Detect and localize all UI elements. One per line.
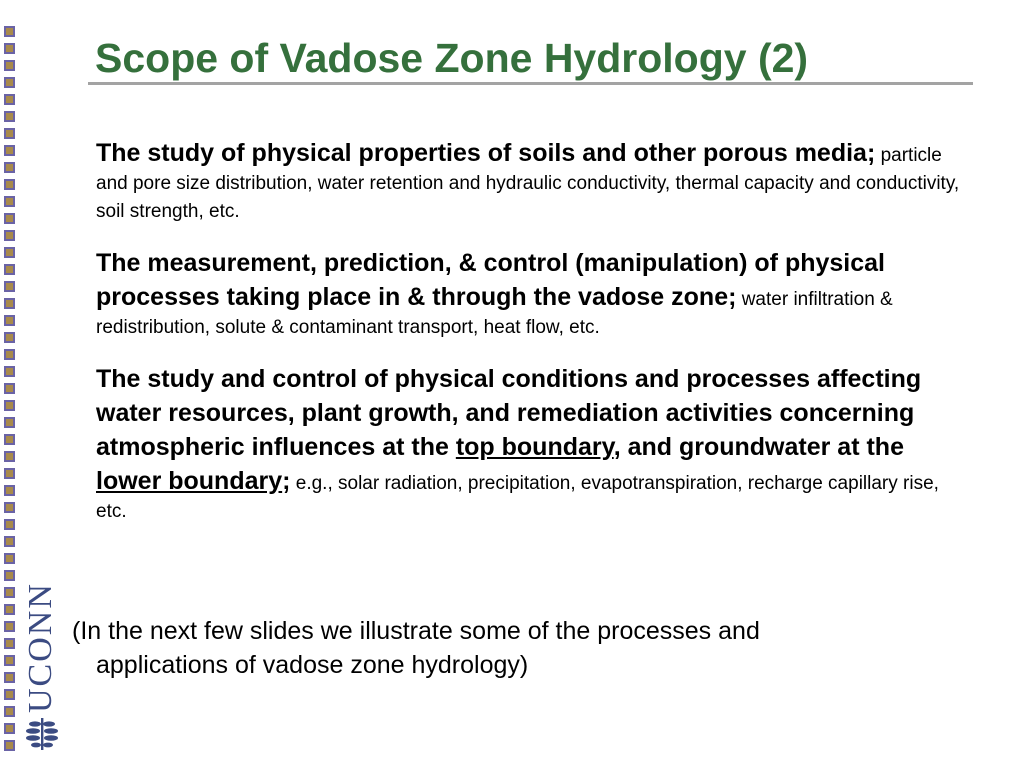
paragraph-physical-properties <box>96 136 966 226</box>
strip-square <box>4 434 15 445</box>
strip-square <box>4 128 15 139</box>
strip-square <box>4 587 15 598</box>
strip-square <box>4 43 15 54</box>
strip-square <box>4 672 15 683</box>
paragraph-physical-processes <box>96 246 966 342</box>
paragraph-lead: The measurement, prediction, & control (manipulation) of physical processes taking place in & through the vadose zone; <box>96 249 885 311</box>
paragraph-detail: particle and pore size distribution, water retention and hydraulic conductivity, thermal capacity and conductivity, soil strength, etc. <box>96 145 960 222</box>
strip-square <box>4 689 15 700</box>
oak-leaf-icon <box>25 716 59 752</box>
paragraph-lead-continued: , and groundwater at the <box>613 433 904 461</box>
paragraph-lead-end: ; <box>282 467 291 495</box>
strip-square <box>4 485 15 496</box>
strip-square <box>4 230 15 241</box>
strip-square <box>4 26 15 37</box>
strip-square <box>4 315 15 326</box>
strip-square <box>4 706 15 717</box>
strip-square <box>4 111 15 122</box>
slide-body <box>96 136 966 546</box>
strip-square <box>4 400 15 411</box>
strip-square <box>4 638 15 649</box>
strip-square <box>4 264 15 275</box>
closing-note <box>72 614 952 682</box>
uconn-logo <box>22 582 60 753</box>
uconn-wordmark: UCONN <box>22 582 59 713</box>
strip-square <box>4 553 15 564</box>
strip-square <box>4 570 15 581</box>
strip-square <box>4 77 15 88</box>
strip-square <box>4 519 15 530</box>
strip-square <box>4 281 15 292</box>
closing-note-line2: applications of vadose zone hydrology) <box>96 651 529 679</box>
closing-note-line1: (In the next few slides we illustrate some of the processes and <box>72 617 760 645</box>
strip-square <box>4 366 15 377</box>
strip-square <box>4 60 15 71</box>
strip-square <box>4 451 15 462</box>
strip-square <box>4 349 15 360</box>
strip-square <box>4 621 15 632</box>
strip-square <box>4 196 15 207</box>
strip-square <box>4 162 15 173</box>
lower-boundary-term: lower boundary <box>96 467 283 495</box>
strip-square <box>4 740 15 751</box>
strip-square <box>4 604 15 615</box>
paragraph-detail: e.g., solar radiation, precipitation, evapotranspiration, recharge capillary rise, etc. <box>96 473 939 522</box>
paragraph-detail: water infiltration & redistribution, solute & contaminant transport, heat flow, etc. <box>96 289 893 338</box>
strip-square <box>4 723 15 734</box>
strip-square <box>4 145 15 156</box>
top-boundary-term: top boundary <box>455 433 614 461</box>
strip-square <box>4 332 15 343</box>
strip-square <box>4 94 15 105</box>
strip-square <box>4 298 15 309</box>
paragraph-boundary-conditions <box>96 362 966 526</box>
paragraph-lead: The study of physical properties of soils and other porous media; <box>96 139 876 167</box>
paragraph-lead: The study and control of physical conditions and processes affecting water resources, plant growth, and remediation activities concerning atmospheric influences at the <box>96 365 922 461</box>
title-underline-rule <box>88 82 973 85</box>
left-decorative-strip <box>4 26 17 756</box>
strip-square <box>4 502 15 513</box>
slide-title: Scope of Vadose Zone Hydrology (2) <box>95 35 809 81</box>
strip-square <box>4 179 15 190</box>
strip-square <box>4 213 15 224</box>
strip-square <box>4 247 15 258</box>
strip-square <box>4 383 15 394</box>
strip-square <box>4 655 15 666</box>
strip-square <box>4 417 15 428</box>
strip-square <box>4 468 15 479</box>
strip-square <box>4 536 15 547</box>
